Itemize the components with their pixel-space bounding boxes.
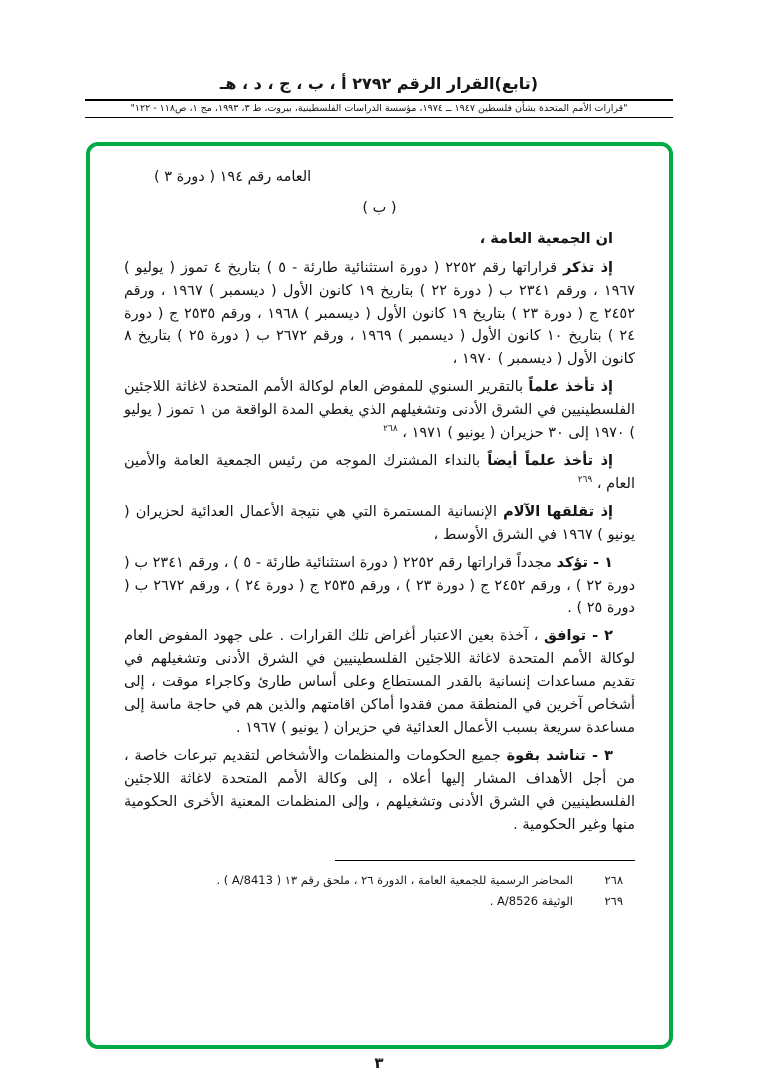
paragraph-concerned (124, 501, 635, 547)
paragraph-text: بالنداء المشترك الموجه من رئيس الجمعية العامة والأمين العام ، (124, 452, 635, 492)
paragraph-operative-3 (124, 745, 635, 837)
paragraph-text: بالتقرير السنوي للمفوض العام لوكالة الأمم المتحدة لاغاثة اللاجئين الفلسطينيين في الشرق الأدنى وتشغيلهم الذي يغطي المدة الواقعة من ١ تموز ( يوليو ) ١٩٧٠ إلى ٣٠ حزيران ( يونيو ) ١٩٧١ ، (124, 379, 635, 442)
continuation-line: العامه رقم ١٩٤ ( دورة ٣ ) (154, 169, 312, 185)
paragraph-text: قراراتها رقم ٢٢٥٢ ( دورة استثنائية طارئة - ٥ ) بتاريخ ٤ تموز ( يوليو ) ١٩٦٧ ، ورقم ٢٣٤١ ب ( دورة ٢٢ ) بتاريخ ١٩ كانون الأول ( ديسمبر ) ١٩٦٧ ، ورقم ٢٤٥٢ ج ( دورة ٢٣ ) بتاريخ ١٩ كانون الأول ( ديسمبر ) ١٩٦٨ ، ورقم ٢٥٣٥ ج ( دورة ٢٤ ) بتاريخ ١٠ كانون الأول ( ديسمبر ) ١٩٦٩ ، ورقم ٢٦٧٢ ب ( دورة ٢٥ ) بتاريخ ٨ كانون الأول ( ديسمبر ) ١٩٧٠ ، (124, 259, 636, 368)
page-header (85, 74, 673, 118)
paragraph-taking-note-also (124, 450, 635, 496)
paragraph-lead: إذ تأخذ علماً (528, 379, 613, 396)
paragraph-lead: إذ تقلقها الآلام (503, 503, 613, 520)
paragraph-lead: ٣ - تناشد بقوة (506, 747, 614, 764)
footnote-text: الوثيقة A/8526 . (489, 893, 573, 908)
paragraph-text: ، آخذة بعين الاعتبار أغراض تلك القرارات . على جهود المفوض العام لوكالة الأمم المتحدة لاغاثة اللاجئين الفلسطينيين في الشرق الأدنى وتشغيلهم في تقديم مساعدات إنسانية بالقدر المستطاع وعلى أساس طارئ وكاجراء موقت ، إلى أشخاص آخرين في المنطقة ممن فقدوا أماكن اقامتهم والذين هم في حاجة ماسة إلى مساعدة سريعة بسبب الأعمال العدائية في حزيران ( يونيو ) ١٩٦٧ . (124, 628, 635, 736)
footnote-269 (124, 892, 635, 910)
header-rule-bottom (85, 117, 673, 118)
paragraph-text: الإنسانية المستمرة التي هي نتيجة الأعمال العدائية لحزيران ( يونيو ) ١٩٦٧ في الشرق الأوسط ، (124, 503, 635, 543)
paragraph-recalling (124, 257, 635, 372)
footnote-ref-268: ٢٦٨ (383, 424, 398, 435)
footnote-number: ٢٦٨ (604, 873, 623, 888)
paragraph-lead: ٢ - توافق (543, 628, 613, 645)
footnote-text: المحاضر الرسمية للجمعية العامة ، الدورة ٢٦ ، ملحق رقم ١٣ ( A/8413 ) . (216, 873, 573, 888)
paragraph-text: مجدداً قراراتها رقم ٢٢٥٢ ( دورة استثنائية طارئة - ٥ ) ، ورقم ٢٣٤١ ب ( دورة ٢٢ ) ، ورقم ٢٤٥٢ ج ( دورة ٢٣ ) ، ورقم ٢٥٣٥ ج ( دورة ٢٤ ) ، ورقم ٢٦٧٢ ب ( دورة ٢٥ ) . (124, 554, 636, 617)
paragraph-operative-1 (124, 552, 635, 621)
paragraph-taking-note (124, 376, 635, 445)
content-frame (86, 142, 673, 1049)
paragraph-operative-2 (124, 625, 635, 740)
page-number: ٣ (374, 1054, 384, 1072)
paragraph-lead: إذ تأخذ علماً أيضاً (487, 452, 613, 469)
paragraph-text: جميع الحكومات والمنظمات والأشخاص لتقديم تبرعات خاصة ، من أجل الأهداف المشار إليها أعلاه ، إلى وكالة الأمم المتحدة لاغاثة اللاجئين الفلسطينيين في الشرق الأدنى وتشغيلهم ، وإلى المنظمات المعنية الأخرى الحكومية منها وغير الحكومية . (124, 747, 635, 833)
footnote-ref-269: ٢٦٩ (577, 475, 593, 486)
section-heading: ( ب ) (362, 199, 397, 216)
source-citation: "قرارات الأمم المتحدة بشأن فلسطين ١٩٤٧ ــ ١٩٧٤، مؤسسة الدراسات الفلسطينية، بيروت، ط ٣، ١٩٩٣، مج ١، ص١١٨ - ١٢٢" (130, 103, 628, 114)
footnote-268 (124, 871, 635, 889)
paragraph-lead: ١ - تؤكد (556, 554, 614, 571)
paragraph-lead: إذ تذكر (562, 259, 613, 276)
footnote-separator (335, 860, 635, 861)
resolution-title: (تابع)القرار الرقم ٢٧٩٢ أ ، ب ، ج ، د ، هـ (219, 74, 539, 93)
opening-line: ان الجمعية العامة ، (479, 230, 613, 247)
footnote-number: ٢٦٩ (604, 893, 623, 908)
